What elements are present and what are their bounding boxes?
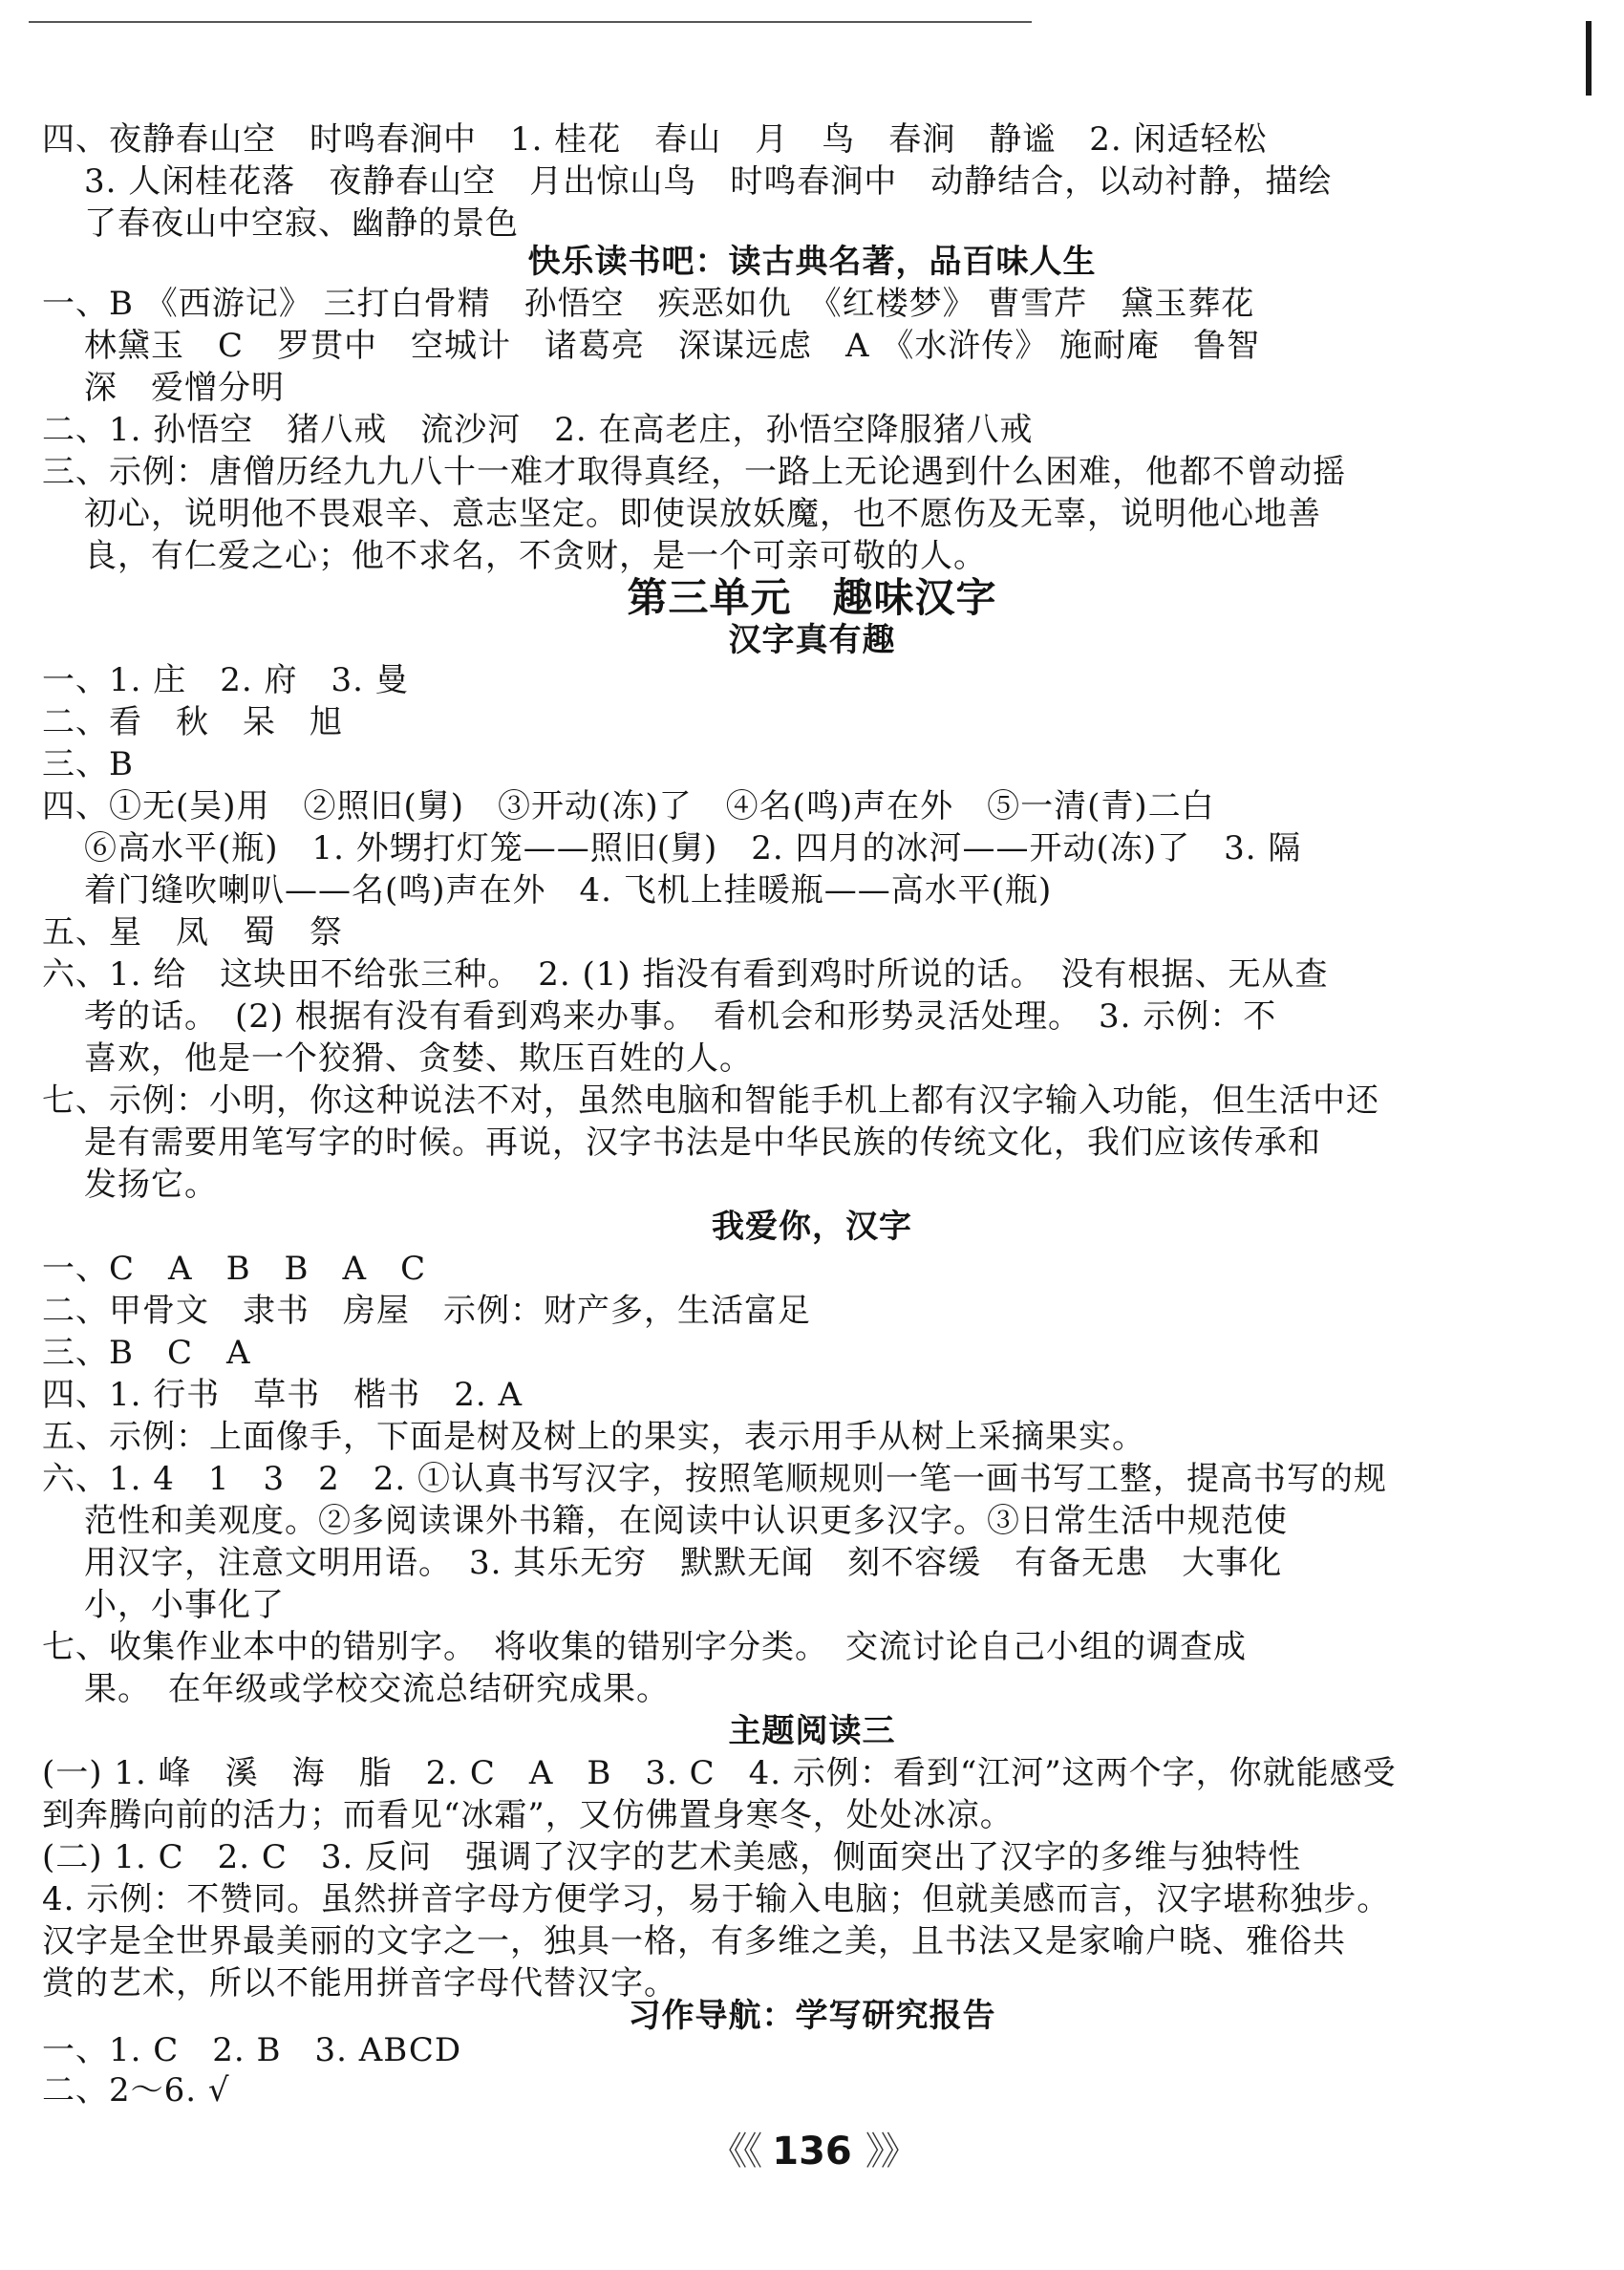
- answer-line: 三、示例：唐僧历经九九八十一难才取得真经，一路上无论遇到什么困难，他都不曾动摇: [42, 453, 1346, 491]
- answer-line: 一、B 《西游记》 三打白骨精 孙悟空 疾恶如仇 《红楼梦》 曹雪芹 黛玉葬花: [42, 285, 1255, 323]
- answer-line: 六、1. 4 1 3 2 2. ①认真书写汉字，按照笔顺规则一笔一画书写工整，提高书写的规: [42, 1460, 1388, 1498]
- answer-line: 六、1. 给 这块田不给张三种。 2. (1) 指没有看到鸡时所说的话。 没有根据、无从查: [42, 955, 1329, 994]
- answer-line: 七、示例：小明，你这种说法不对，虽然电脑和智能手机上都有汉字输入功能，但生活中还: [42, 1081, 1379, 1120]
- answer-line: 着门缝吹喇叭——名(鸣)声在外 4. 飞机上挂暖瓶——高水平(瓶): [84, 871, 1053, 910]
- answer-line: 范性和美观度。②多阅读课外书籍，在阅读中认识更多汉字。③日常生活中规范使: [84, 1502, 1288, 1540]
- answer-line: 四、①无(吴)用 ②照旧(舅) ③开动(冻)了 ④名(鸣)声在外 ⑤一清(青)二白: [42, 787, 1215, 825]
- answer-line: 深 爱憎分明: [84, 369, 285, 407]
- page-bracket-right: 》》: [865, 2130, 915, 2174]
- answer-line: 一、1. 庄 2. 府 3. 曼: [42, 661, 409, 699]
- answer-line: 喜欢，他是一个狡猾、贪婪、欺压百姓的人。: [84, 1039, 753, 1078]
- answer-line: 五、星 凤 蜀 祭: [42, 913, 343, 952]
- answer-line: 七、收集作业本中的错别字。 将收集的错别字分类。 交流讨论自己小组的调查成: [42, 1628, 1247, 1666]
- section-heading: 快乐读书吧：读古典名著，品百味人生: [527, 243, 1097, 281]
- section-heading: 我爱你，汉字: [712, 1208, 912, 1246]
- answer-line: 初心，说明他不畏艰辛、意志坚定。即使误放妖魔，也不愿伤及无辜，说明他心地善: [84, 495, 1321, 533]
- section-heading: 习作导航：学写研究报告: [628, 1997, 996, 2035]
- answer-line: 二、甲骨文 隶书 房屋 示例：财产多，生活富足: [42, 1292, 811, 1330]
- answer-line: 用汉字，注意文明用语。 3. 其乐无穷 默默无闻 刻不容缓 有备无患 大事化: [84, 1544, 1283, 1582]
- answer-line: 一、C A B B A C: [42, 1250, 427, 1288]
- answer-line: (二) 1. C 2. C 3. 反问 强调了汉字的艺术美感，侧面突出了汉字的多维与独特性: [42, 1838, 1302, 1876]
- answer-line: 三、B: [42, 745, 134, 783]
- page-number-value: 136: [772, 2130, 852, 2174]
- answer-line: 发扬它。: [84, 1166, 218, 1204]
- answer-line: 3. 人闲桂花落 夜静春山空 月出惊山鸟 时鸣春涧中 动静结合，以动衬静，描绘: [84, 162, 1333, 201]
- answer-line: 果。 在年级或学校交流总结研究成果。: [84, 1670, 670, 1708]
- answer-line: 四、夜静春山空 时鸣春涧中 1. 桂花 春山 月 鸟 春涧 静谧 2. 闲适轻松: [42, 120, 1268, 159]
- answer-line: 四、1. 行书 草书 楷书 2. A: [42, 1376, 524, 1414]
- answer-line: ⑥高水平(瓶) 1. 外甥打灯笼——照旧(舅) 2. 四月的冰河——开动(冻)了 3. 隔: [84, 829, 1302, 867]
- unit-title: 第三单元 趣味汉字: [627, 574, 997, 621]
- answer-line: 了春夜山中空寂、幽静的景色: [84, 204, 519, 243]
- answer-line: 一、1. C 2. B 3. ABCD: [42, 2031, 462, 2069]
- answer-line: 汉字是全世界最美丽的文字之一，独具一格，有多维之美，且书法又是家喻户晓、雅俗共: [42, 1922, 1346, 1960]
- page-number: [0, 2121, 1624, 2175]
- answer-line: 考的话。 (2) 根据有没有看到鸡来办事。 看机会和形势灵活处理。 3. 示例：不: [84, 997, 1277, 1036]
- answer-line: 林黛玉 C 罗贯中 空城计 诸葛亮 深谋远虑 A 《水浒传》 施耐庵 鲁智: [84, 327, 1261, 365]
- section-heading: 汉字真有趣: [728, 621, 896, 659]
- section-heading: 主题阅读三: [728, 1712, 896, 1750]
- answer-line: 三、B C A: [42, 1334, 251, 1372]
- answer-line: 五、示例：上面像手，下面是树及树上的果实，表示用手从树上采摘果实。: [42, 1418, 1145, 1456]
- edge-rule: [1586, 21, 1592, 96]
- top-rule: [29, 21, 1032, 23]
- answer-line: 是有需要用笔写字的时候。再说，汉字书法是中华民族的传统文化，我们应该传承和: [84, 1124, 1321, 1162]
- answer-line: 到奔腾向前的活力；而看见“冰霜”，又仿佛置身寒冬，处处冰凉。: [42, 1796, 1014, 1834]
- answer-line: 二、2～6. √: [42, 2071, 230, 2109]
- answer-line: 二、1. 孙悟空 猪八戒 流沙河 2. 在高老庄，孙悟空降服猪八戒: [42, 411, 1034, 449]
- answer-line: (一) 1. 峰 溪 海 脂 2. C A B 3. C 4. 示例：看到“江河”这两个字，你就能感受: [42, 1754, 1397, 1792]
- answer-line: 良，有仁爱之心；他不求名，不贪财，是一个可亲可敬的人。: [84, 537, 987, 575]
- page-bracket-left: 《《: [709, 2130, 759, 2174]
- answer-line: 小，小事化了: [84, 1586, 285, 1624]
- answer-line: 赏的艺术，所以不能用拼音字母代替汉字。: [42, 1964, 677, 2002]
- answer-line: 二、看 秋 呆 旭: [42, 703, 343, 741]
- answer-line: 4. 示例：不赞同。虽然拼音字母方便学习，易于输入电脑；但就美感而言，汉字堪称独步。: [42, 1880, 1391, 1918]
